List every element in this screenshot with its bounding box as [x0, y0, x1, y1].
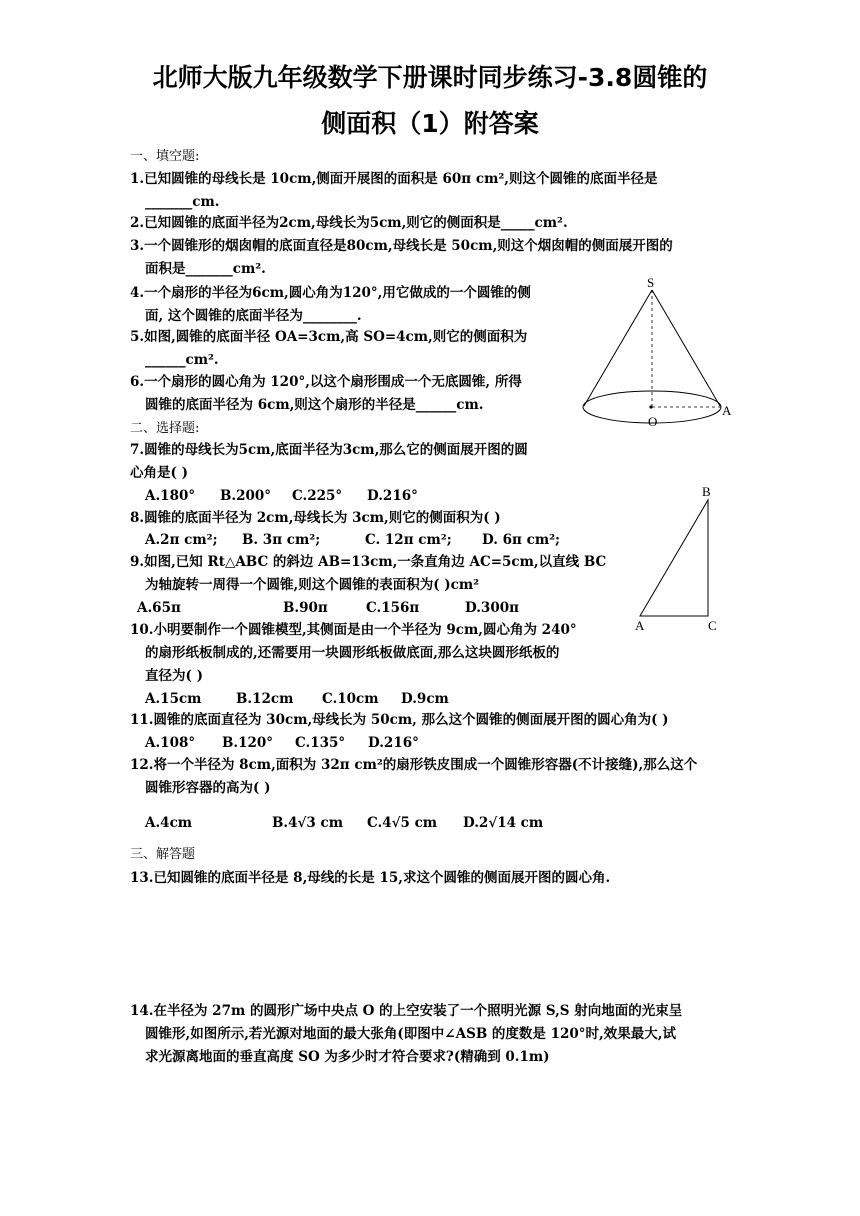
cone-left-slant — [584, 290, 652, 406]
right-triangle-abc — [640, 500, 708, 616]
triangle-figure — [632, 484, 732, 636]
q11-line-1: 11.圆锥的底面直径为 30cm,母线长为 50cm, 那么这个圆锥的侧面展开图的圆心角为( ) — [130, 712, 669, 728]
q8-option-b: B. 3π cm²; — [242, 532, 321, 548]
cone-label-s: S — [647, 275, 655, 290]
question-8 — [130, 507, 501, 530]
q8-line-1: 8.圆锥的底面半径为 2cm,母线长为 3cm,则它的侧面积为( ) — [130, 510, 501, 526]
section-solve-heading: 三、解答题 — [130, 847, 196, 862]
question-4 — [130, 282, 531, 328]
q11-option-d: D.216° — [368, 735, 419, 751]
q9-option-b: B.90π — [283, 600, 328, 616]
q1-line-2: _______cm. — [145, 194, 220, 210]
question-13 — [130, 867, 610, 890]
q7-option-a: A.180° — [145, 488, 196, 504]
question-12 — [130, 754, 697, 800]
page-title-line-2: 侧面积（1）附答案 — [321, 109, 539, 138]
question-5 — [130, 326, 527, 372]
section-choice-heading: 二、选择题: — [130, 421, 200, 436]
triangle-label-b: B — [702, 484, 711, 499]
q9-line-2: 为轴旋转一周得一个圆锥,则这个圆锥的表面积为( )cm² — [145, 577, 480, 593]
question-10 — [130, 619, 577, 688]
q7-option-d: D.216° — [367, 488, 418, 504]
q14-line-3: 求光源离地面的垂直高度 SO 为多少时才符合要求?(精确到 0.1m) — [145, 1049, 550, 1065]
q10-line-2: 的扇形纸板制成的,还需要用一块圆形纸板做底面,那么这块圆形纸板的 — [145, 645, 560, 661]
q5-line-1: 5.如图,圆锥的底面半径 OA=3cm,高 SO=4cm,则它的侧面积为 — [130, 329, 528, 345]
q12-line-1: 12.将一个半径为 8cm,面积为 32π cm²的扇形铁皮围成一个圆锥形容器(不计接缝),那么这个 — [130, 757, 698, 773]
q13-line-1: 13.已知圆锥的底面半径是 8,母线的长是 15,求这个圆锥的侧面展开图的圆心角. — [130, 870, 611, 886]
q10-option-d: D.9cm — [401, 691, 449, 707]
q10-line-1: 10.小明要制作一个圆锥模型,其侧面是由一个半径为 9cm,圆心角为 240° — [130, 622, 577, 638]
q10-option-b: B.12cm — [236, 691, 294, 707]
q12-option-a: A.4cm — [145, 815, 193, 831]
q9-option-d: D.300π — [465, 600, 519, 616]
q11-option-c: C.135° — [295, 735, 346, 751]
q14-line-2: 圆锥形,如图所示,若光源对地面的最大张角(即图中∠ASB 的度数是 120°时,效果最大,试 — [145, 1026, 676, 1042]
triangle-label-c: C — [708, 618, 717, 633]
q7-option-b: B.200° — [220, 488, 272, 504]
q4-line-2: 面, 这个圆锥的底面半径为________. — [145, 308, 362, 324]
question-2 — [130, 212, 568, 235]
question-7 — [130, 439, 528, 485]
page-title-line-1: 北师大版九年级数学下册课时同步练习-3.8圆锥的 — [152, 63, 708, 92]
cone-right-slant — [652, 290, 720, 406]
question-6 — [130, 371, 522, 417]
q9-option-a: A.65π — [137, 600, 181, 616]
triangle-label-a: A — [635, 618, 645, 633]
q7-line-2: 心角是( ) — [130, 465, 188, 481]
q11-option-b: B.120° — [222, 735, 274, 751]
q6-line-1: 6.一个扇形的圆心角为 120°,以这个扇形围成一个无底圆锥, 所得 — [130, 374, 522, 390]
q8-option-c: C. 12π cm²; — [365, 532, 452, 548]
q7-option-c: C.225° — [292, 488, 343, 504]
section-fill-heading: 一、填空题: — [130, 149, 200, 164]
q10-line-3: 直径为( ) — [145, 668, 203, 684]
cone-figure — [576, 276, 736, 431]
q14-line-1: 14.在半径为 27m 的圆形广场中央点 O 的上空安装了一个照明光源 S,S 射向地面的光束呈 — [130, 1003, 683, 1019]
q12-option-c: C.4√5 cm — [367, 815, 438, 831]
question-9 — [130, 551, 606, 597]
question-11 — [130, 709, 669, 732]
q10-option-a: A.15cm — [145, 691, 202, 707]
q11-option-a: A.108° — [145, 735, 196, 751]
cone-center-dot — [649, 405, 652, 408]
q12-line-2: 圆锥形容器的高为( ) — [145, 780, 271, 796]
q5-line-2: ______cm². — [145, 352, 219, 368]
question-3 — [130, 235, 673, 281]
q2-line-1: 2.已知圆锥的底面半径为2cm,母线长为5cm,则它的侧面积是_____cm². — [130, 215, 568, 231]
q12-option-b: B.4√3 cm — [272, 815, 343, 831]
q1-line-1: 1.已知圆锥的母线长是 10cm,侧面开展图的面积是 60π cm²,则这个圆锥的底面半径是 — [130, 171, 658, 187]
cone-label-o: O — [648, 414, 658, 429]
q10-option-c: C.10cm — [322, 691, 379, 707]
q3-line-2: 面积是_______cm². — [145, 261, 266, 277]
q12-option-d: D.2√14 cm — [463, 815, 544, 831]
cone-label-a: A — [722, 403, 732, 418]
question-1 — [130, 168, 657, 214]
q3-line-1: 3.一个圆锥形的烟囱帽的底面直径是80cm,母线长是 50cm,则这个烟囱帽的侧面展开图的 — [130, 238, 673, 254]
q9-line-1: 9.如图,已知 Rt△ABC 的斜边 AB=13cm,一条直角边 AC=5cm,以直线 BC — [130, 554, 607, 570]
question-14 — [130, 1000, 682, 1069]
q4-line-1: 4.一个扇形的半径为6cm,圆心角为120°,用它做成的一个圆锥的侧 — [130, 285, 531, 301]
q9-option-c: C.156π — [366, 600, 420, 616]
q7-line-1: 7.圆锥的母线长为5cm,底面半径为3cm,那么它的侧面展开图的圆 — [130, 442, 528, 458]
q8-option-d: D. 6π cm²; — [482, 532, 561, 548]
q6-line-2: 圆锥的底面半径为 6cm,则这个扇形的半径是______cm. — [145, 397, 484, 413]
q8-option-a: A.2π cm²; — [145, 532, 218, 548]
